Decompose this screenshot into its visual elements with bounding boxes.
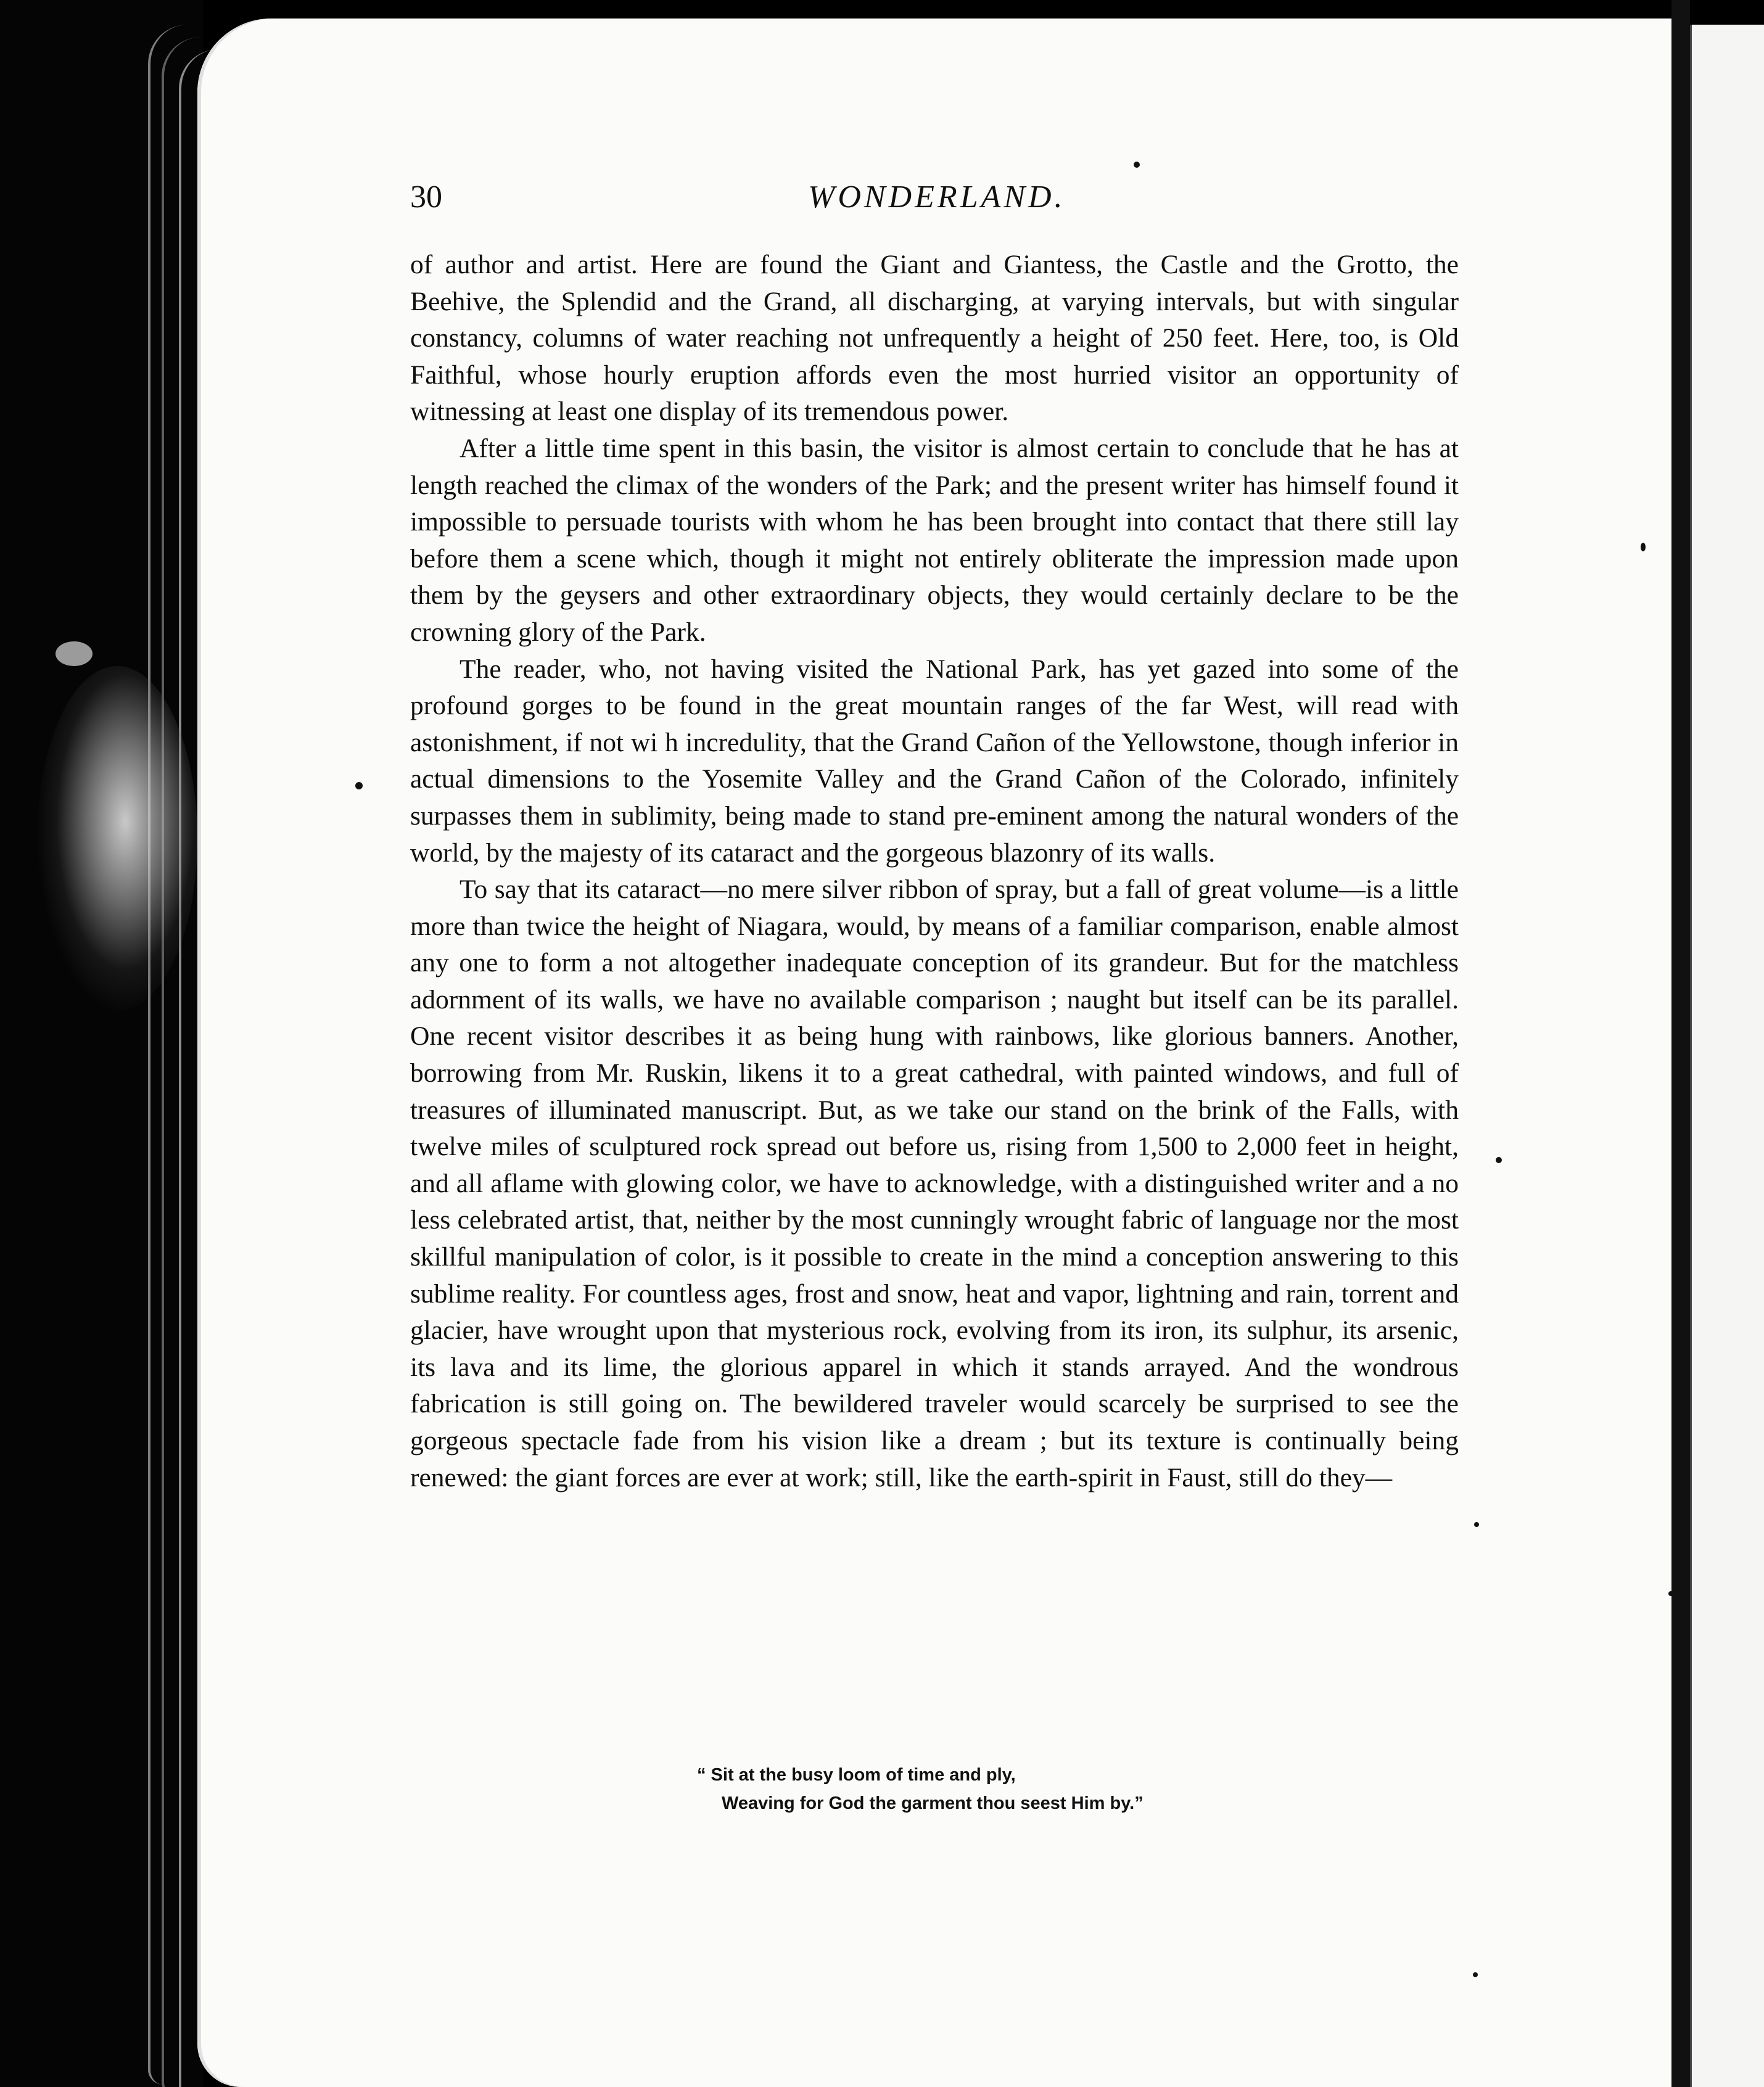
quote-line: “ Sit at the busy loom of time and ply, (697, 1765, 1016, 1785)
paper-damage-smudge (37, 666, 197, 1011)
speck (355, 782, 363, 789)
speck (1473, 1972, 1478, 1977)
paragraph: of author and artist. Here are found the Giant and Giantess, the Castle and the Grotto, the Beehive, the Splendid and the Grand, all discharging, at varying intervals, but with singular constancy, columns of water reaching not unfrequently a height of 250 feet. Here, too, is Old Faithful, whose hourly eruption affords even the most hurried visitor an opportunity of witnessing at least one display of its tremendous power. (410, 250, 1459, 427)
facing-page-edge (1690, 25, 1764, 2087)
speck (1134, 162, 1140, 168)
paper-damage-spot (56, 641, 93, 666)
page-header (410, 179, 1459, 228)
verse-quotation (697, 1761, 1314, 1817)
quote-line: Weaving for God the garment thou seest Him by.” (722, 1793, 1144, 1813)
paragraph: After a little time spent in this basin, the visitor is almost certain to conclude that he has at length reached the climax of the wonders of the Park; and the present writer has himself found it impossible to persuade tourists with whom he has been brought into contact that there still lay before them a scene which, though it might not entirely obliterate the impression made upon them by the geysers and other extraordinary objects, they would certainly declare to be the crowning glory of the Park. (410, 433, 1459, 647)
page-number: 30 (410, 179, 442, 215)
running-title: WONDERLAND. (808, 179, 1066, 215)
body-text (410, 247, 1459, 1496)
speck (1641, 543, 1646, 551)
speck (1474, 1522, 1479, 1527)
gutter-shadow (1671, 0, 1690, 2087)
paragraph: The reader, who, not having visited the National Park, has yet gazed into some of the profound gorges to be found in the great mountain ranges of the far West, will read with astonishment, if not wi h incredulity, that the Grand Cañon of the Yellowstone, though inferior in actual dimensions to the Yosemite Valley and the Grand Cañon of the Colorado, infinitely surpasses them in sublimity, being made to stand pre-eminent among the natural wonders of the world, by the majesty of its cataract and the gorgeous blazonry of its walls. (410, 654, 1459, 868)
speck (1496, 1157, 1502, 1163)
paragraph: To say that its cataract—no mere silver ribbon of spray, but a fall of great volume—is a little more than twice the height of Niagara, would, by means of a familiar comparison, enable almost any one to form a not altogether inadequate conception of its grandeur. But for the matchless adornment of its walls, we have no available comparison ; naught but itself can be its parallel. One recent visitor describes it as being hung with rainbows, like glorious banners. Another, borrowing from Mr. Ruskin, likens it to a great cathedral, with painted windows, and full of treasures of illuminated manuscript. But, as we take our stand on the brink of the Falls, with twelve miles of sculptured rock spread out before us, rising from 1,500 to 2,000 feet in height, and all aflame with glowing color, we have to acknowledge, with a distinguished writer and a no less celebrated artist, that, neither by the most cunningly wrought fabric of language nor the most skillful manipulation of color, is it possible to create in the mind a conception answering to this sublime reality. For countless ages, frost and snow, heat and vapor, lightning and rain, torrent and glacier, have wrought upon that mysterious rock, evolving from its iron, its sulphur, its arsenic, its lava and its lime, the glorious apparel in which it stands arrayed. And the wondrous fabrication is still going on. The bewildered traveler would scarcely be surprised to see the gorgeous spectacle fade from his vision like a dream ; but its texture is continually being renewed: the giant forces are ever at work; still, like the earth-spirit in Faust, still do they— (410, 875, 1459, 1492)
speck (1668, 1591, 1673, 1596)
